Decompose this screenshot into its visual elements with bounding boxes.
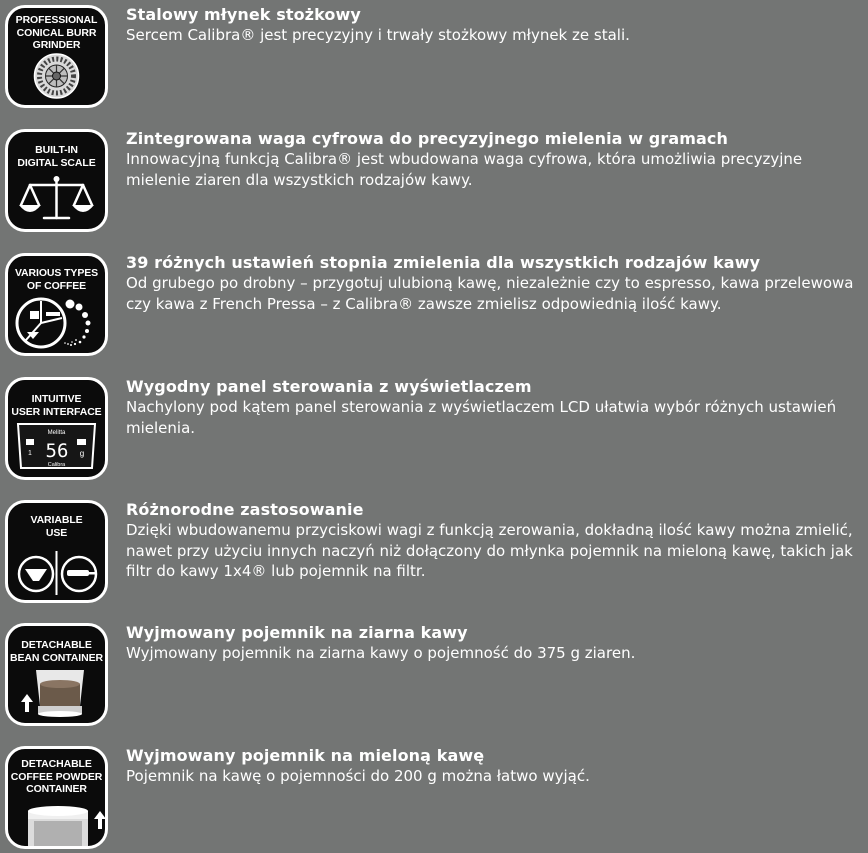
badge-label: INTUITIVE USER INTERFACE — [11, 393, 102, 418]
coffee-types-badge — [5, 253, 108, 356]
feature-description: Od grubego po drobny – przygotuj ulubioną kawę, niezależnie czy to espresso, kawa przelewowa czy kawa z French Pressa – z Calibra® zawsze zmielisz odpowiednią ilość kawy. — [126, 274, 854, 313]
feature-description: Innowacyjną funkcją Calibra® jest wbudowana waga cyfrowa, która umożliwia precyzyjne mielenie ziaren dla wszystkich rodzajów kawy. — [126, 150, 803, 189]
feature-bean-container — [0, 618, 868, 730]
digital-scale-badge — [5, 129, 108, 232]
feature-description: Dzięki wbudowanemu przyciskowi wagi z funkcją zerowania, dokładną ilość kawy można zmielić, nawet przy użyciu innych naczyń niż dołączony do młynka pojemnik na mieloną kawę, takich jak filtr do kawy 1x4® lub pojemnik na filtr. — [126, 521, 853, 580]
svg-text:Melitta: Melitta — [47, 430, 66, 436]
feature-text — [126, 623, 861, 664]
svg-text:1: 1 — [28, 450, 32, 457]
svg-text:Calibra: Calibra — [47, 462, 66, 468]
feature-powder-container — [0, 741, 868, 853]
variable-use-badge — [5, 500, 108, 603]
feature-various-coffee-types — [0, 248, 868, 360]
feature-digital-scale — [0, 124, 868, 236]
user-interface-badge — [5, 377, 108, 480]
feature-title: Różnorodne zastosowanie — [126, 500, 364, 519]
feature-title: Wyjmowany pojemnik na ziarna kawy — [126, 623, 468, 642]
conical-burr-badge — [5, 5, 108, 108]
feature-description: Sercem Calibra® jest precyzyjny i trwały stożkowy młynek ze stali. — [126, 26, 630, 44]
feature-title: Wyjmowany pojemnik na mieloną kawę — [126, 746, 485, 765]
svg-text:56: 56 — [45, 440, 69, 462]
feature-text — [126, 129, 861, 190]
powder-container-badge — [5, 746, 108, 849]
feature-text — [126, 500, 861, 582]
feature-text — [126, 377, 861, 438]
badge-label: BUILT-IN DIGITAL SCALE — [17, 144, 96, 169]
badge-label: VARIABLE USE — [30, 514, 83, 539]
feature-description: Nachylony pod kątem panel sterowania z wyświetlaczem LCD ułatwia wybór różnych ustawień mielenia. — [126, 398, 837, 437]
feature-title: Wygodny panel sterowania z wyświetlaczem — [126, 377, 532, 396]
feature-conical-burr-grinder — [0, 0, 868, 112]
badge-label: DETACHABLE COFFEE POWDER CONTAINER — [10, 758, 103, 795]
badge-label: PROFESSIONAL CONICAL BURR GRINDER — [15, 14, 98, 51]
feature-text — [126, 5, 861, 46]
badge-label: VARIOUS TYPES OF COFFEE — [14, 267, 99, 292]
badge-label: DETACHABLE BEAN CONTAINER — [10, 639, 103, 664]
feature-title: 39 różnych ustawień stopnia zmielenia dla wszystkich rodzajów kawy — [126, 253, 761, 272]
feature-text — [126, 253, 861, 314]
feature-user-interface — [0, 372, 868, 484]
feature-description: Pojemnik na kawę o pojemności do 200 g można łatwo wyjąć. — [126, 767, 590, 785]
svg-text:g: g — [79, 449, 85, 458]
feature-title: Zintegrowana waga cyfrowa do precyzyjnego mielenia w gramach — [126, 129, 728, 148]
feature-variable-use — [0, 495, 868, 607]
bean-container-badge — [5, 623, 108, 726]
feature-text — [126, 746, 861, 787]
feature-description: Wyjmowany pojemnik na ziarna kawy o pojemność do 375 g ziaren. — [126, 644, 636, 662]
feature-title: Stalowy młynek stożkowy — [126, 5, 361, 24]
